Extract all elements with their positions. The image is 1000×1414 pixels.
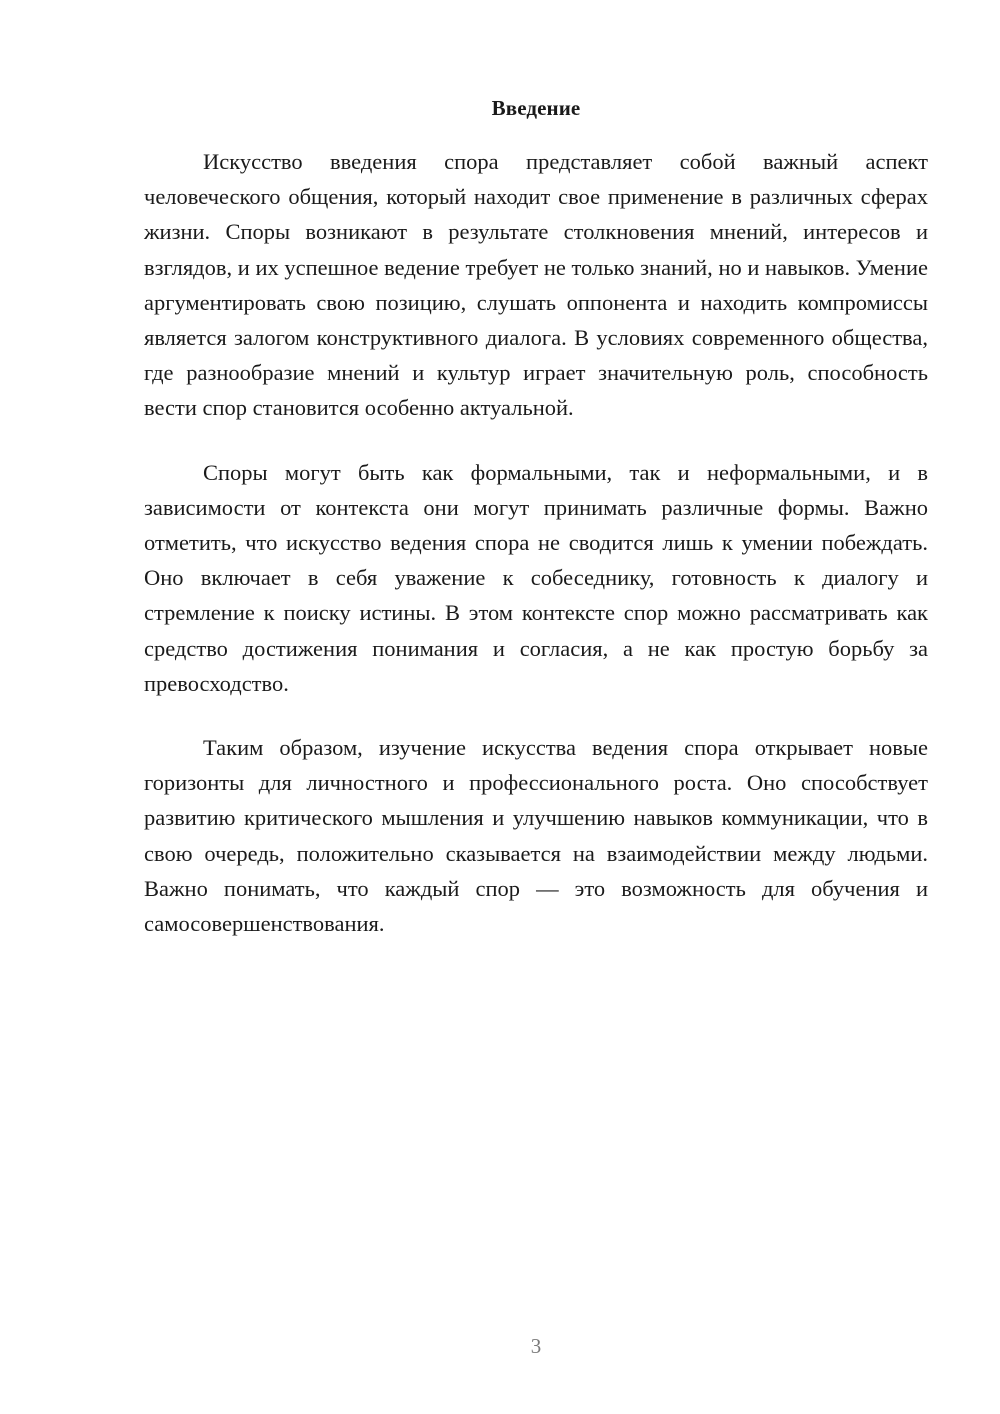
section-title: Введение xyxy=(491,96,581,120)
paragraph-3: Таким образом, изучение искусства ведения спора открывает новые горизонты для личностного и профессионального роста. Оно способствует развитию критического мышления и улучшению навыков коммуникации, что в свою очередь, положительно сказывается на взаимодействии между людьми. Важно понимать, что каждый спор — это возможность для обучения и самосовершенствования. xyxy=(144,735,928,937)
paragraph-2: Споры могут быть как формальными, так и неформальными, и в зависимости от контекста они могут принимать различные формы. Важно отметить, что искусство ведения спора не сводится лишь к умении побеждать. Оно включает в себя уважение к собеседнику, готовность к диалогу и стремление к поиску истины. В этом контексте спор можно рассматривать как средство достижения понимания и согласия, а не как простую борьбу за превосходство. xyxy=(144,459,928,696)
page-number: 3 xyxy=(530,1334,542,1358)
document-body xyxy=(144,94,928,970)
paragraph-1: Искусство введения спора представляет собой важный аспект человеческого общения, который находит свое применение в различных сферах жизни. Споры возникают в результате столкновения мнений, интересов и взглядов, и их успешное ведение требует не только знаний, но и навыков. Умение аргументировать свою позицию, слушать оппонента и находить компромиссы является залогом конструктивного диалога. В условиях современного общества, где разнообразие мнений и культур играет значительную роль, способность вести спор становится особенно актуальной. xyxy=(144,149,928,421)
